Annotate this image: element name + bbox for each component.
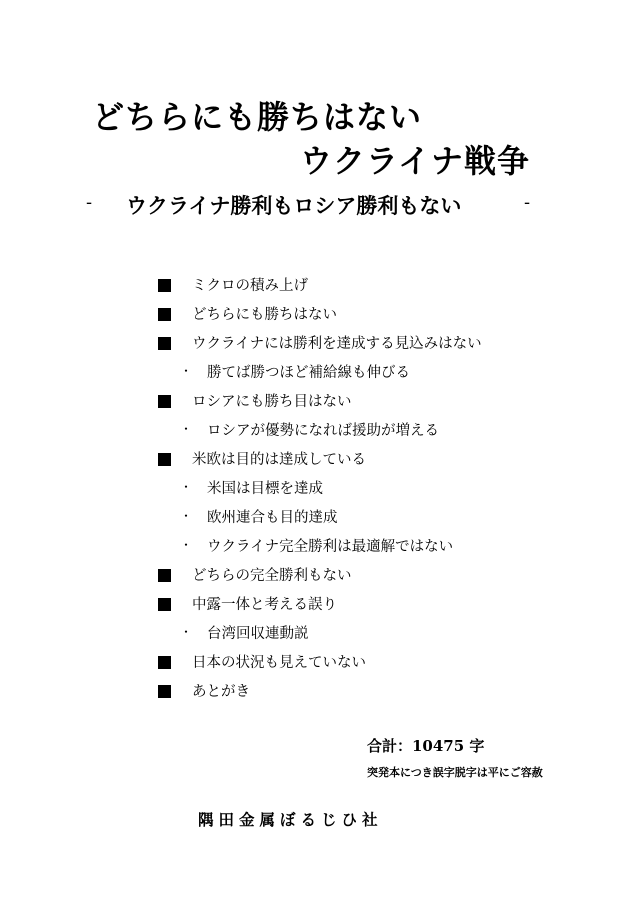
toc-section — [0, 589, 634, 618]
square-bullet-icon — [158, 395, 171, 408]
toc-subsection — [0, 473, 634, 502]
square-bullet-icon — [158, 598, 171, 611]
toc-label: 日本の状況も見えていない — [192, 655, 366, 671]
toc-label: ウクライナ完全勝利は最適解ではない — [207, 539, 454, 555]
toc-label: ウクライナには勝利を達成する見込みはない — [192, 336, 482, 352]
square-bullet-icon — [158, 279, 171, 292]
toc-section — [0, 328, 634, 357]
dot-bullet-icon: ・ — [180, 538, 193, 552]
square-bullet-icon — [158, 453, 171, 466]
typo-apology-note: 突発本につき誤字脱字は平にご容赦 — [367, 766, 543, 779]
dot-bullet-icon: ・ — [180, 480, 193, 494]
toc-label: あとがき — [192, 684, 250, 700]
toc-label: 台湾回収連動説 — [207, 626, 309, 642]
square-bullet-icon — [158, 569, 171, 582]
dot-bullet-icon: ・ — [180, 509, 193, 523]
title-line-2: ウクライナ戦争 — [300, 142, 531, 180]
toc-subsection — [0, 618, 634, 647]
character-total: 合計：10475 字 — [367, 737, 485, 755]
toc-subsection — [0, 531, 634, 560]
toc-label: 欧州連合も目的達成 — [207, 510, 338, 526]
dot-bullet-icon: ・ — [180, 364, 193, 378]
toc-label: ロシアにも勝ち目はない — [192, 394, 352, 410]
subtitle-row — [0, 190, 634, 220]
dot-bullet-icon: ・ — [180, 625, 193, 639]
toc-label: どちらの完全勝利もない — [192, 568, 352, 584]
toc-section — [0, 676, 634, 705]
toc-section — [0, 386, 634, 415]
publisher-name: 隅田金属ぼるじひ社 — [198, 810, 383, 829]
subtitle-dash-right: - — [524, 192, 531, 213]
toc-subsection — [0, 502, 634, 531]
toc-label: 米国は目標を達成 — [207, 481, 323, 497]
toc-section — [0, 444, 634, 473]
square-bullet-icon — [158, 308, 171, 321]
toc-label: 勝てば勝つほど補給線も伸びる — [207, 365, 410, 381]
toc-label: 中露一体と考える誤り — [192, 597, 337, 613]
toc-label: ロシアが優勢になれば援助が増える — [207, 423, 439, 439]
toc-subsection — [0, 415, 634, 444]
square-bullet-icon — [158, 656, 171, 669]
toc-label: どちらにも勝ちはない — [192, 307, 337, 323]
toc-label: ミクロの積み上げ — [192, 278, 308, 294]
toc-section — [0, 299, 634, 328]
subtitle-dash-left: - — [86, 192, 93, 213]
dot-bullet-icon: ・ — [180, 422, 193, 436]
subtitle: ウクライナ勝利もロシア勝利もない — [126, 193, 462, 218]
toc-subsection — [0, 357, 634, 386]
toc-section — [0, 647, 634, 676]
table-of-contents — [0, 270, 634, 705]
title-line-1: どちらにも勝ちはない — [92, 98, 423, 136]
toc-label: 米欧は目的は達成している — [192, 452, 366, 468]
toc-section — [0, 560, 634, 589]
square-bullet-icon — [158, 685, 171, 698]
square-bullet-icon — [158, 337, 171, 350]
toc-section — [0, 270, 634, 299]
